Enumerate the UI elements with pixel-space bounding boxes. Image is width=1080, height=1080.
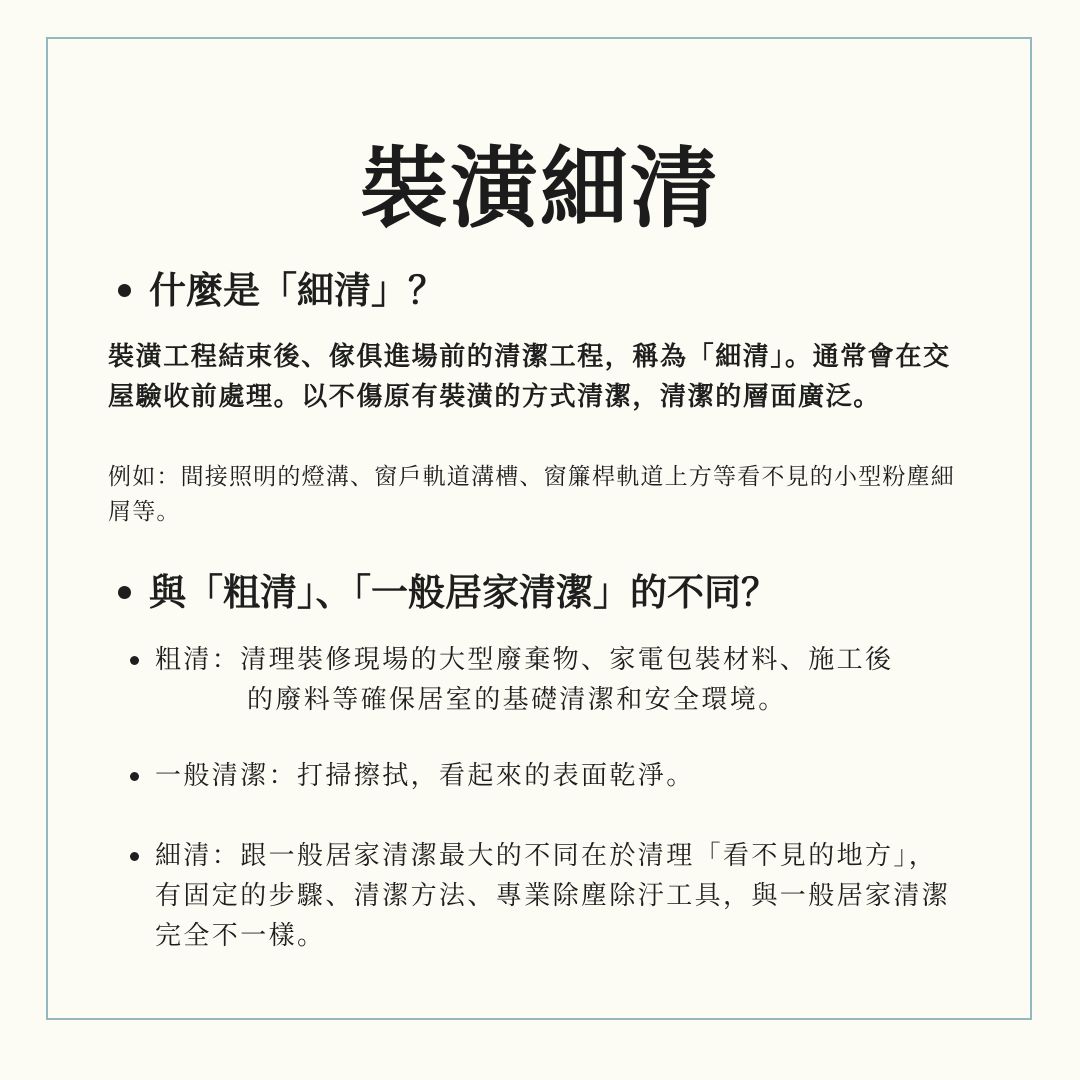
section-heading-text: 與「粗清」、「一般居家清潔」的不同？ bbox=[149, 570, 778, 614]
definition-paragraph: 裝潢工程結束後、傢俱進場前的清潔工程，稱為「細清」。通常會在交屋驗收前處理。以不傷原有裝潢的方式清潔，清潔的層面廣泛。 bbox=[108, 342, 951, 412]
list-item-text: 一般清潔：打掃擦拭，看起來的表面乾淨。 bbox=[155, 761, 695, 791]
list-item-text bbox=[155, 640, 955, 720]
bullet-icon bbox=[130, 656, 139, 665]
example-paragraph: 例如：間接照明的燈溝、窗戶軌道溝槽、窗簾桿軌道上方等看不見的小型粉塵細屑等。 bbox=[108, 464, 955, 525]
page-title: 裝潢細清 bbox=[359, 136, 720, 240]
section-heading-differences bbox=[112, 567, 778, 617]
bullet-icon bbox=[130, 772, 139, 781]
section-heading-what-is bbox=[112, 265, 445, 315]
bullet-icon bbox=[118, 586, 131, 599]
list-item-line: 的廢料等確保居室的基礎清潔和安全環境。 bbox=[247, 685, 787, 715]
list-item-text: 細清：跟一般居家清潔最大的不同在於清理「看不見的地方」，有固定的步驟、清潔方法、專業除塵除汙工具，與一般居家清潔完全不一樣。 bbox=[155, 841, 951, 951]
list-item-line: 粗清：清理裝修現場的大型廢棄物、家電包裝材料、施工後 bbox=[155, 645, 894, 675]
bullet-icon bbox=[130, 852, 139, 861]
list-item-rough-clean bbox=[130, 640, 970, 720]
bullet-icon bbox=[118, 284, 131, 297]
list-item-general-clean bbox=[130, 756, 970, 796]
list-item-fine-clean bbox=[130, 836, 970, 956]
section-heading-text: 什麼是「細清」？ bbox=[149, 268, 445, 312]
